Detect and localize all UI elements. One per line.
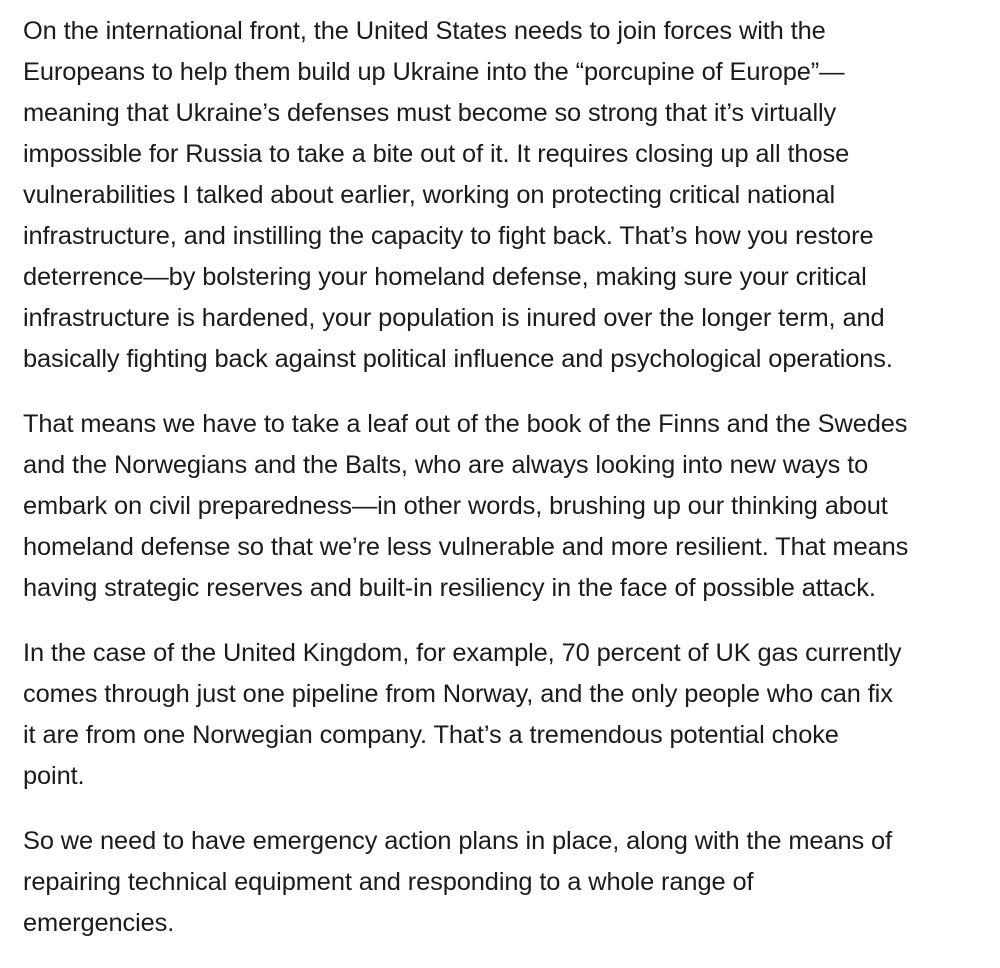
paragraph-line: So we need to have emergency action plans in place, along with the means of [23, 827, 893, 855]
paragraph-line: comes through just one pipeline from Norway, and the only people who can fix [23, 680, 893, 708]
paragraph-line: infrastructure is hardened, your population is inured over the longer term, and [23, 304, 885, 332]
paragraph-line: meaning that Ukraine’s defenses must become so strong that it’s virtually [23, 99, 837, 127]
paragraph-line: it are from one Norwegian company. That’s a tremendous potential choke [23, 721, 839, 749]
paragraph-line: infrastructure, and instilling the capacity to fight back. That’s how you restore [23, 222, 874, 250]
paragraph-line: On the international front, the United States needs to join forces with the [23, 17, 826, 45]
paragraph-line: emergencies. [23, 909, 175, 937]
paragraph-line: repairing technical equipment and responding to a whole range of [23, 868, 754, 896]
paragraph-line: homeland defense so that we’re less vulnerable and more resilient. That means [23, 533, 909, 561]
paragraph-line: In the case of the United Kingdom, for example, 70 percent of UK gas currently [23, 639, 902, 667]
paragraph-3 [23, 633, 991, 797]
paragraph-1 [23, 11, 991, 380]
paragraph-line: embark on civil preparedness—in other words, brushing up our thinking about [23, 492, 888, 520]
paragraph-line: and the Norwegians and the Balts, who are always looking into new ways to [23, 451, 869, 479]
paragraph-line: having strategic reserves and built-in resiliency in the face of possible attack. [23, 574, 876, 602]
paragraph-2 [23, 404, 991, 609]
article-body [23, 11, 991, 968]
paragraph-line: point. [23, 762, 85, 790]
paragraph-line: vulnerabilities I talked about earlier, working on protecting critical national [23, 181, 836, 209]
paragraph-line: deterrence—by bolstering your homeland defense, making sure your critical [23, 263, 867, 291]
paragraph-line: impossible for Russia to take a bite out of it. It requires closing up all those [23, 140, 850, 168]
paragraph-line: basically fighting back against political influence and psychological operations. [23, 345, 893, 373]
paragraph-4 [23, 821, 991, 944]
paragraph-line: That means we have to take a leaf out of the book of the Finns and the Swedes [23, 410, 908, 438]
paragraph-line: Europeans to help them build up Ukraine into the “porcupine of Europe”— [23, 58, 845, 86]
